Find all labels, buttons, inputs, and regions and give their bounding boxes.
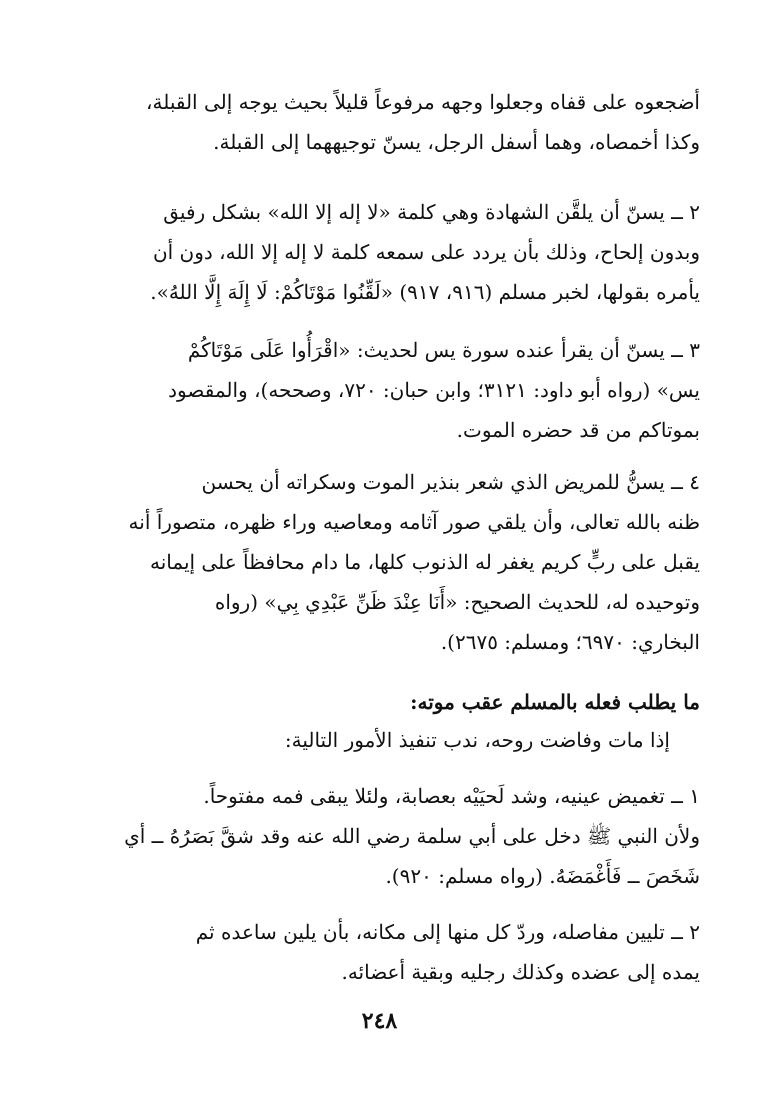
text-line: ٤ ــ يسنُّ للمريض الذي شعر بنذير الموت وسكراته أن يحسن: [201, 470, 700, 494]
paragraph-item-1-closing-eyes: [80, 776, 700, 896]
text-line: ٢ ــ تليين مفاصله، وردّ كل منها إلى مكانه، بأن يلين ساعده ثم: [195, 920, 700, 944]
paragraph-continuation: [80, 82, 700, 162]
section-intro: [80, 720, 670, 760]
paragraph-item-3-yasin: [80, 330, 700, 450]
paragraph-item-4-husn-zann: [80, 462, 700, 662]
text-line: وبدون إلحاح، وذلك بأن يردد على سمعه كلمة لا إله إلا الله، دون أن: [152, 240, 700, 264]
text-line: ولأن النبي ﷺ دخل على أبي سلمة رضي الله عنه وقد شقَّ بَصَرُهُ ــ أي: [124, 824, 700, 848]
text-line: يأمره بقولها، لخبر مسلم (٩١٦، ٩١٧) «لَقِّنُوا مَوْتَاكُمْ: لَا إِلَهَ إِلَّا اللهُ».: [150, 280, 700, 304]
heading-text: ما يطلب فعله بالمسلم عقب موته:: [410, 690, 700, 714]
text-line: شَخَصَ ــ فَأَغْمَضَهُ. (رواه مسلم: ٩٢٠).: [385, 864, 700, 888]
text-line: ٣ ــ يسنّ أن يقرأ عنده سورة يس لحديث: «اقْرَأُوا عَلَى مَوْتَاكُمْ: [187, 338, 700, 362]
text-line: إذا مات وفاضت روحه، ندب تنفيذ الأمور التالية:: [284, 728, 670, 752]
text-line: البخاري: ٦٩٧٠؛ ومسلم: ٢٦٧٥).: [440, 630, 700, 654]
paragraph-item-2-shahada: [80, 192, 700, 312]
text-line: يقبل على ربٍّ كريم يغفر له الذنوب كلها، ما دام محافظاً على إيمانه: [150, 550, 700, 574]
section-heading: [80, 682, 700, 722]
text-line: بموتاكم من قد حضره الموت.: [456, 418, 700, 442]
text-line: وكذا أخمصاه، وهما أسفل الرجل، يسنّ توجيههما إلى القبلة.: [213, 130, 700, 154]
text-line: يس» (رواه أبو داود: ٣١٢١؛ وابن حبان: ٧٢٠، وصححه)، والمقصود: [168, 378, 700, 402]
text-line: وتوحيده له، للحديث الصحيح: «أَنَا عِنْدَ ظَنِّ عَبْدِي بِي» (رواه: [214, 590, 700, 614]
text-line: أضجعوه على قفاه وجعلوا وجهه مرفوعاً قليلاً بحيث يوجه إلى القبلة،: [146, 90, 700, 114]
text-line: يمده إلى عضده وكذلك رجليه وبقية أعضائه.: [341, 960, 700, 984]
page-number: ٢٤٨: [361, 1008, 398, 1034]
text-line: ٢ ــ يسنّ أن يلقَّن الشهادة وهي كلمة «لا إله إلا الله» بشكل رفيق: [163, 200, 700, 224]
paragraph-item-2-softening-joints: [80, 912, 700, 992]
text-line: ظنه بالله تعالى، وأن يلقي صور آثامه ومعاصيه وراء ظهره، متصوراً أنه: [128, 510, 700, 534]
text-line: ١ ــ تغميض عينيه، وشد لَحيَيْه بعصابة، ولئلا يبقى فمه مفتوحاً.: [203, 784, 700, 808]
